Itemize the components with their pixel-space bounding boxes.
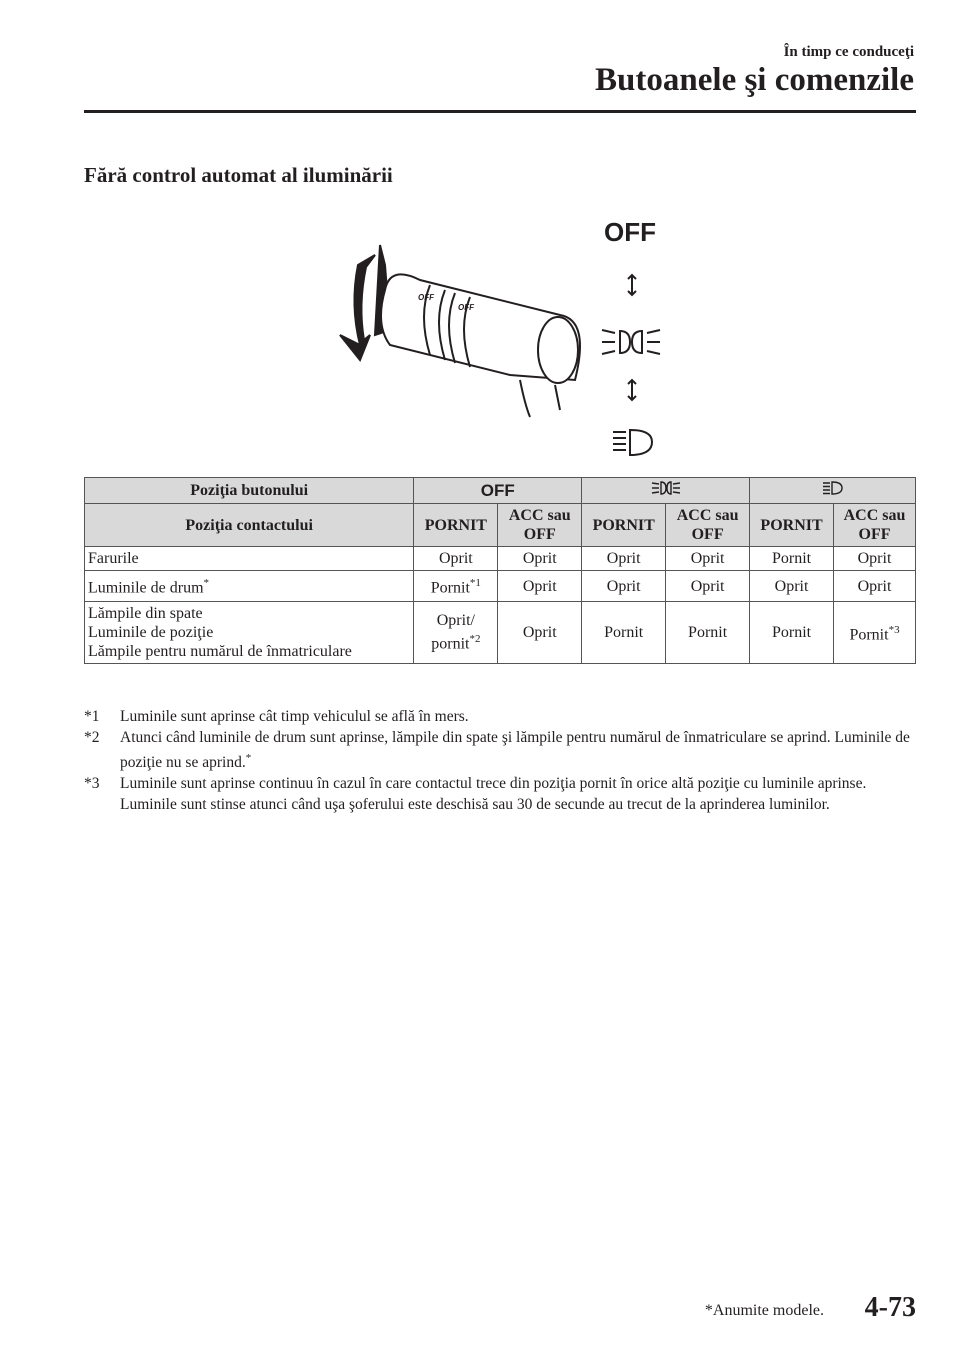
table-header-row	[85, 478, 916, 504]
table-row	[85, 571, 916, 602]
footnote-text: Luminile sunt aprinse continuu în cazul în care contactul trece din poziţia pornit în orice altă poziţie cu luminile aprinse. Luminile sunt stinse atunci când uşa şoferului este deschisă sau 30 de secunde au trecut de la aprinderea luminilor.	[120, 775, 867, 814]
headlights-icon	[613, 430, 652, 455]
off-label: OFF	[604, 217, 656, 247]
footnote-key: *2	[84, 729, 100, 746]
header-cell: PORNIT	[750, 504, 834, 547]
footnote-mark: *	[203, 577, 210, 590]
section-label: În timp ce conduceţi	[783, 44, 914, 60]
headlight-switch-figure	[330, 205, 690, 465]
row-label	[85, 571, 414, 602]
cell: Oprit	[498, 602, 582, 664]
row-label	[85, 602, 414, 664]
footnote-key: *3	[84, 775, 100, 793]
cell-text: Oprit/	[436, 612, 475, 630]
header-cell: PORNIT	[582, 504, 666, 547]
cell: Oprit	[666, 571, 750, 602]
cell: Pornit	[666, 602, 750, 664]
header-headlights-icon	[750, 478, 916, 504]
cell	[414, 571, 498, 602]
footnotes	[84, 706, 924, 815]
subheading: Fără control automat al iluminării	[84, 163, 393, 187]
cell: Oprit	[582, 571, 666, 602]
cell-text: pornit	[431, 635, 470, 653]
cell: Oprit	[750, 571, 834, 602]
cell: Pornit	[750, 547, 834, 571]
cell: Oprit	[414, 547, 498, 571]
svg-text:OFF: OFF	[418, 293, 434, 302]
footnote	[84, 773, 924, 815]
footnote	[84, 706, 924, 727]
footer-note: *Anumite modele.	[704, 1302, 824, 1319]
footnote-text: Atunci când luminile de drum sunt aprinse, lămpile din spate şi lămpile pentru numărul de înmatriculare se aprind. Luminile de poziţie nu se aprind.	[120, 729, 910, 772]
cell: Oprit	[498, 547, 582, 571]
label-line: Lămpile pentru numărul de înmatriculare	[88, 643, 352, 660]
page-number: 4-73	[864, 1292, 916, 1323]
cell: Oprit	[498, 571, 582, 602]
table-row	[85, 547, 916, 571]
cell: Oprit	[666, 547, 750, 571]
arrow-updown-icon	[628, 275, 636, 295]
row-label: Farurile	[85, 547, 414, 571]
footnote-mark: *2	[469, 633, 481, 646]
header-cell: Poziţia contactului	[85, 504, 414, 547]
lever-illustration	[340, 245, 580, 417]
cell: Oprit	[582, 547, 666, 571]
label-line: Lămpile din spate	[88, 605, 203, 622]
cell: Oprit	[834, 547, 916, 571]
footnote-mark: *3	[888, 623, 900, 636]
footnote-text: Luminile sunt aprinse cât timp vehiculul se află în mers.	[120, 708, 469, 725]
cell-text: Pornit	[849, 626, 889, 644]
footnote-mark: *	[245, 752, 252, 764]
header-cell: ACC sau OFF	[834, 504, 916, 547]
cell: Pornit	[582, 602, 666, 664]
header-cell: PORNIT	[414, 504, 498, 547]
cell-text: Pornit	[430, 579, 470, 597]
arrow-updown-icon	[628, 380, 636, 400]
label-text: Luminile de drum	[88, 579, 204, 597]
footnote	[84, 727, 924, 773]
table-header-row	[85, 504, 916, 547]
cell	[834, 602, 916, 664]
cell: Oprit	[834, 571, 916, 602]
header-rule	[84, 110, 916, 113]
header-cell: ACC sau OFF	[666, 504, 750, 547]
table-row	[85, 602, 916, 664]
footnote-mark: *1	[469, 577, 481, 590]
cell	[414, 602, 498, 664]
header-cell: ACC sau OFF	[498, 504, 582, 547]
cell: Pornit	[750, 602, 834, 664]
parking-lights-icon	[602, 330, 660, 354]
light-status-table	[84, 477, 916, 664]
footnote-key: *1	[84, 708, 100, 725]
header-parking-lights-icon	[582, 478, 750, 504]
header-off: OFF	[414, 478, 582, 504]
header-cell: Poziţia butonului	[85, 478, 414, 504]
svg-text:OFF: OFF	[458, 303, 474, 312]
page-title: Butoanele şi comenzile	[595, 62, 914, 98]
label-line: Luminile de poziţie	[88, 624, 214, 641]
